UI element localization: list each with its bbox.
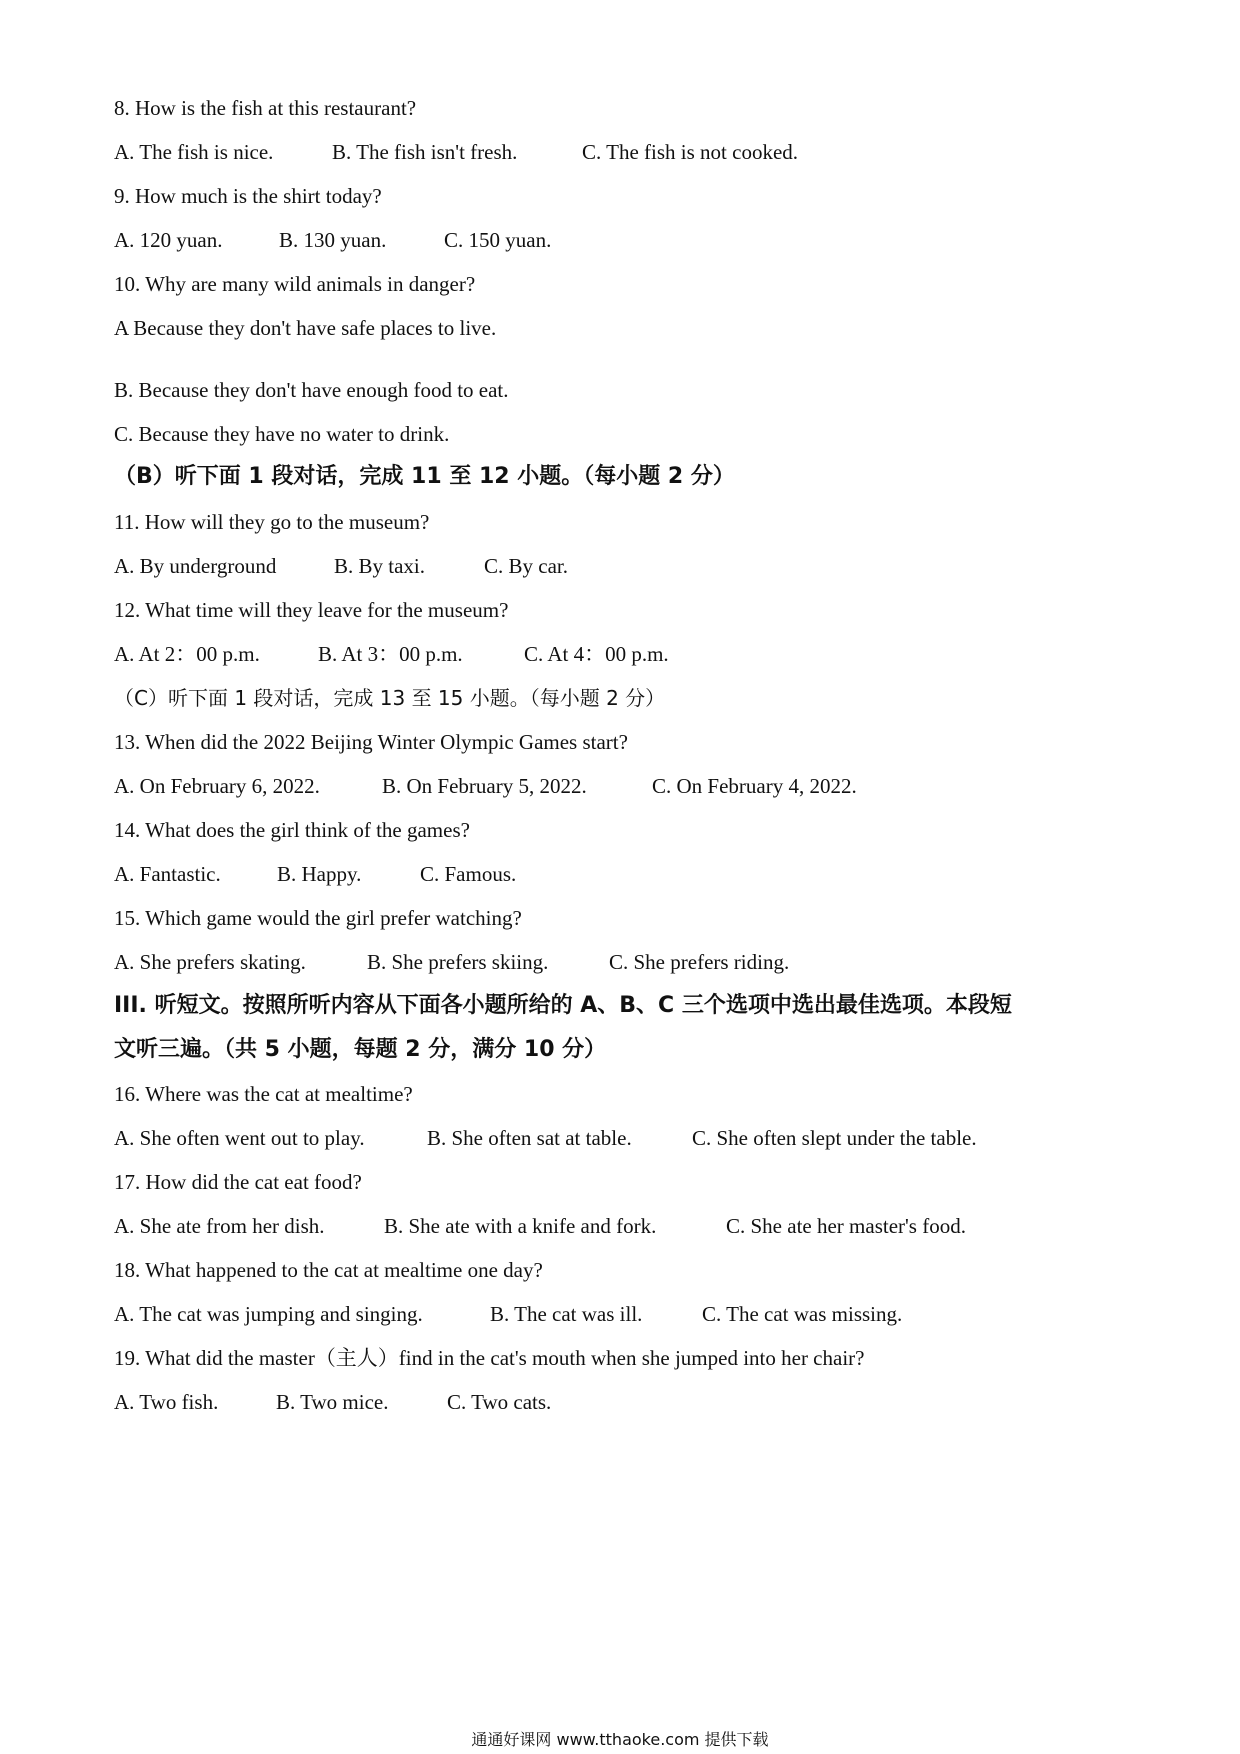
- page-footer: 通通好课网 www.tthaoke.com 提供下载: [471, 1730, 769, 1749]
- question-17: 17. How did the cat eat food?: [114, 1170, 362, 1194]
- section-b-heading: （B）听下面 1 段对话，完成 11 至 12 小题。（每小题 2 分）: [114, 464, 735, 489]
- question-18: 18. What happened to the cat at mealtime one day?: [114, 1258, 543, 1282]
- q13-option-b: B. On February 5, 2022.: [382, 774, 587, 798]
- q13-option-c: C. On February 4, 2022.: [652, 774, 857, 798]
- q10-option-c: C. Because they have no water to drink.: [114, 422, 450, 446]
- q17-option-c: C. She ate her master's food.: [726, 1214, 966, 1238]
- question-16: 16. Where was the cat at mealtime?: [114, 1082, 413, 1106]
- q12-option-b: B. At 3：00 p.m.: [318, 642, 463, 666]
- question-19: 19. What did the master（主人）find in the cat's mouth when she jumped into her chair?: [114, 1346, 865, 1370]
- section-iii-heading-line-1: III. 听短文。按照所听内容从下面各小题所给的 A、B、C 三个选项中选出最佳选项。本段短: [114, 993, 1012, 1018]
- q8-option-c: C. The fish is not cooked.: [582, 140, 799, 164]
- q15-option-c: C. She prefers riding.: [609, 950, 790, 974]
- q15-option-a: A. She prefers skating.: [114, 950, 306, 974]
- q14-option-a: A. Fantastic.: [114, 862, 221, 886]
- q10-option-b: B. Because they don't have enough food to eat.: [114, 378, 509, 402]
- q14-option-c: C. Famous.: [420, 862, 517, 886]
- question-9: 9. How much is the shirt today?: [114, 184, 382, 208]
- q12-option-c: C. At 4：00 p.m.: [524, 642, 669, 666]
- question-12: 12. What time will they leave for the museum?: [114, 598, 509, 622]
- question-15: 15. Which game would the girl prefer watching?: [114, 906, 522, 930]
- q18-option-a: A. The cat was jumping and singing.: [114, 1302, 423, 1326]
- q18-option-b: B. The cat was ill.: [490, 1302, 643, 1326]
- q11-option-a: A. By underground: [114, 554, 277, 578]
- q19-option-a: A. Two fish.: [114, 1390, 219, 1414]
- question-11: 11. How will they go to the museum?: [114, 510, 430, 534]
- q10-option-a: A Because they don't have safe places to live.: [114, 316, 497, 340]
- q15-option-b: B. She prefers skiing.: [367, 950, 549, 974]
- q8-option-b: B. The fish isn't fresh.: [332, 140, 518, 164]
- q11-option-c: C. By car.: [484, 554, 568, 578]
- q16-option-c: C. She often slept under the table.: [692, 1126, 977, 1150]
- q19-option-b: B. Two mice.: [276, 1390, 389, 1414]
- q14-option-b: B. Happy.: [277, 862, 362, 886]
- q9-option-c: C. 150 yuan.: [444, 228, 552, 252]
- q12-option-a: A. At 2：00 p.m.: [114, 642, 260, 666]
- q9-option-b: B. 130 yuan.: [279, 228, 387, 252]
- q8-option-a: A. The fish is nice.: [114, 140, 274, 164]
- q16-option-a: A. She often went out to play.: [114, 1126, 365, 1150]
- q19-option-c: C. Two cats.: [447, 1390, 552, 1414]
- question-10: 10. Why are many wild animals in danger?: [114, 272, 476, 296]
- section-c-heading: （C）听下面 1 段对话，完成 13 至 15 小题。（每小题 2 分）: [114, 686, 666, 710]
- question-13: 13. When did the 2022 Beijing Winter Olympic Games start?: [114, 730, 628, 754]
- q16-option-b: B. She often sat at table.: [427, 1126, 632, 1150]
- q17-option-b: B. She ate with a knife and fork.: [384, 1214, 657, 1238]
- q11-option-b: B. By taxi.: [334, 554, 426, 578]
- q13-option-a: A. On February 6, 2022.: [114, 774, 320, 798]
- question-14: 14. What does the girl think of the games?: [114, 818, 470, 842]
- question-8: 8. How is the fish at this restaurant?: [114, 96, 417, 120]
- q17-option-a: A. She ate from her dish.: [114, 1214, 325, 1238]
- q18-option-c: C. The cat was missing.: [702, 1302, 903, 1326]
- q9-option-a: A. 120 yuan.: [114, 228, 223, 252]
- section-iii-heading-line-2: 文听三遍。（共 5 小题，每题 2 分，满分 10 分）: [114, 1037, 607, 1062]
